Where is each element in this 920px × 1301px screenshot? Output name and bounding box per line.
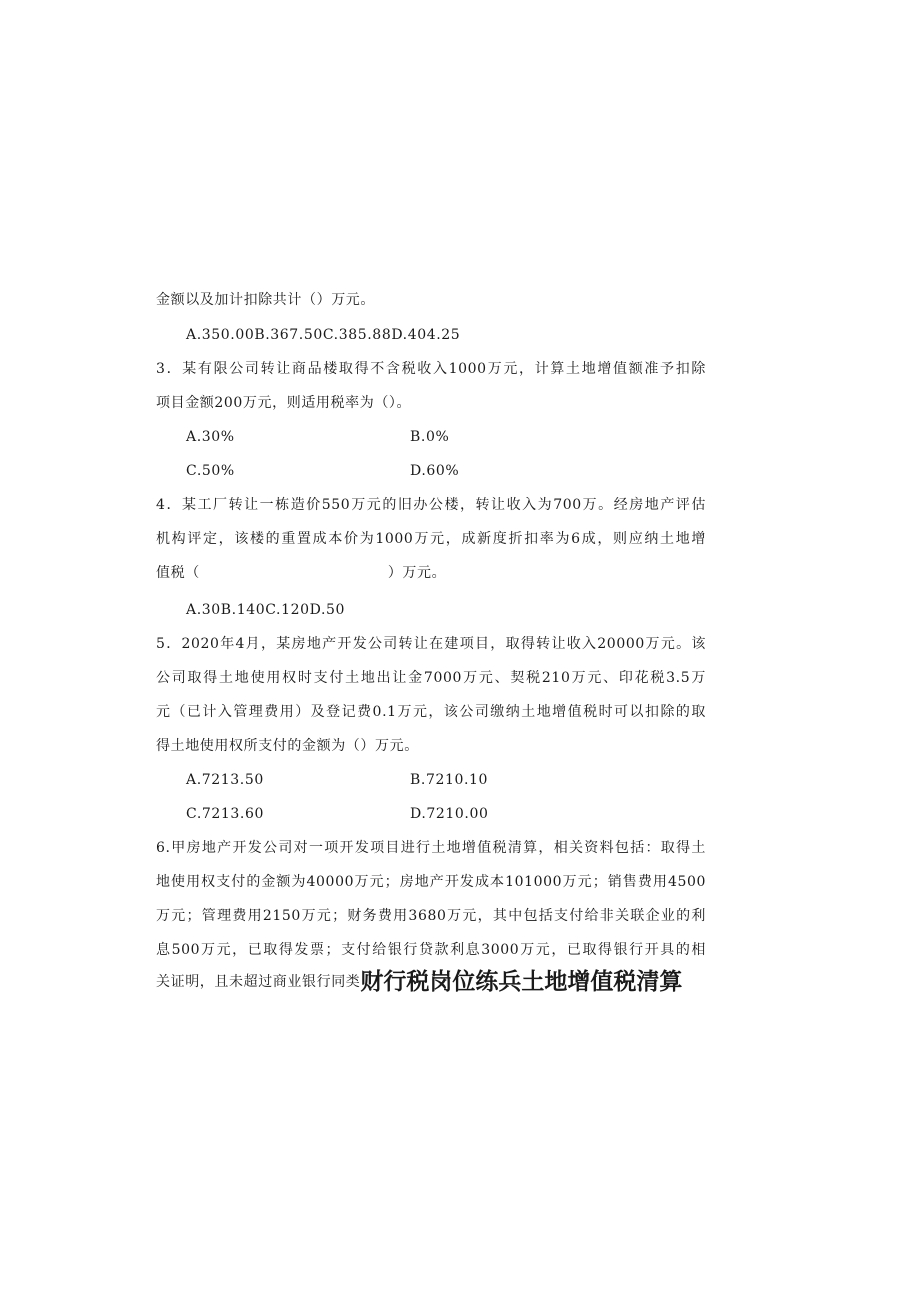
q4-stem-line3 — [156, 564, 446, 582]
q5-option-d: D.7210.00 — [410, 806, 489, 822]
q5-stem-line4: 得土地使用权所支付的金额为（）万元。 — [156, 738, 419, 754]
q3-option-a: A.30% — [186, 429, 235, 445]
q4-options: A.30B.140C.120D.50 — [186, 602, 346, 618]
q3-option-d: D.60% — [410, 463, 460, 479]
q2-stem-tail: 金额以及加计扣除共计（）万元。 — [156, 292, 375, 308]
q6-stem-line3: 万元；管理费用2150万元；财务费用3680万元，其中包括支付给非关联企业的利 — [156, 908, 706, 924]
q5-stem-line2: 公司取得土地使用权时支付土地出让金7000万元、契税210万元、印花税3.5万 — [156, 670, 706, 686]
q3-option-c: C.50% — [186, 463, 235, 479]
q6-stem-line1: 6.甲房地产开发公司对一项开发项目进行土地增值税清算，相关资料包括：取得土 — [156, 840, 706, 856]
q6-stem-line5 — [156, 969, 683, 995]
q4-stem-line2: 机构评定，该楼的重置成本价为1000万元，成新度折扣率为6成，则应纳土地增 — [156, 531, 706, 547]
q4-stem-line3-end: ）万元。 — [387, 565, 447, 581]
q5-stem-line3: 元（已计入管理费用）及登记费0.1万元，该公司缴纳土地增值税时可以扣除的取 — [156, 704, 706, 720]
q3-option-b: B.0% — [410, 429, 450, 445]
q4-stem-line1: 4．某工厂转让一栋造价550万元的旧办公楼，转让收入为700万。经房地产评估 — [156, 497, 706, 513]
q3-stem-line1: 3．某有限公司转让商品楼取得不含税收入1000万元，计算土地增值额准予扣除 — [156, 361, 706, 377]
q5-option-a: A.7213.50 — [186, 772, 264, 788]
q5-stem-line1: 5．2020年4月，某房地产开发公司转让在建项目，取得转让收入20000万元。该 — [156, 636, 706, 652]
q3-stem-line2: 项目金额200万元，则适用税率为（）。 — [156, 395, 412, 411]
q2-options: A.350.00B.367.50C.385.88D.404.25 — [186, 327, 461, 343]
q6-stem-line5-start: 关证明，且未超过商业银行同类 — [156, 974, 361, 990]
q5-option-b: B.7210.10 — [410, 772, 489, 788]
q5-option-c: C.7213.60 — [186, 806, 264, 822]
document-title-overlay: 财行税岗位练兵土地增值税清算 — [360, 969, 683, 995]
q4-stem-line3-start: 值税（ — [156, 565, 200, 581]
q6-stem-line2: 地使用权支付的金额为40000万元；房地产开发成本101000万元；销售费用4500 — [156, 874, 706, 890]
q6-stem-line4: 息500万元，已取得发票；支付给银行贷款利息3000万元，已取得银行开具的相 — [156, 942, 706, 958]
